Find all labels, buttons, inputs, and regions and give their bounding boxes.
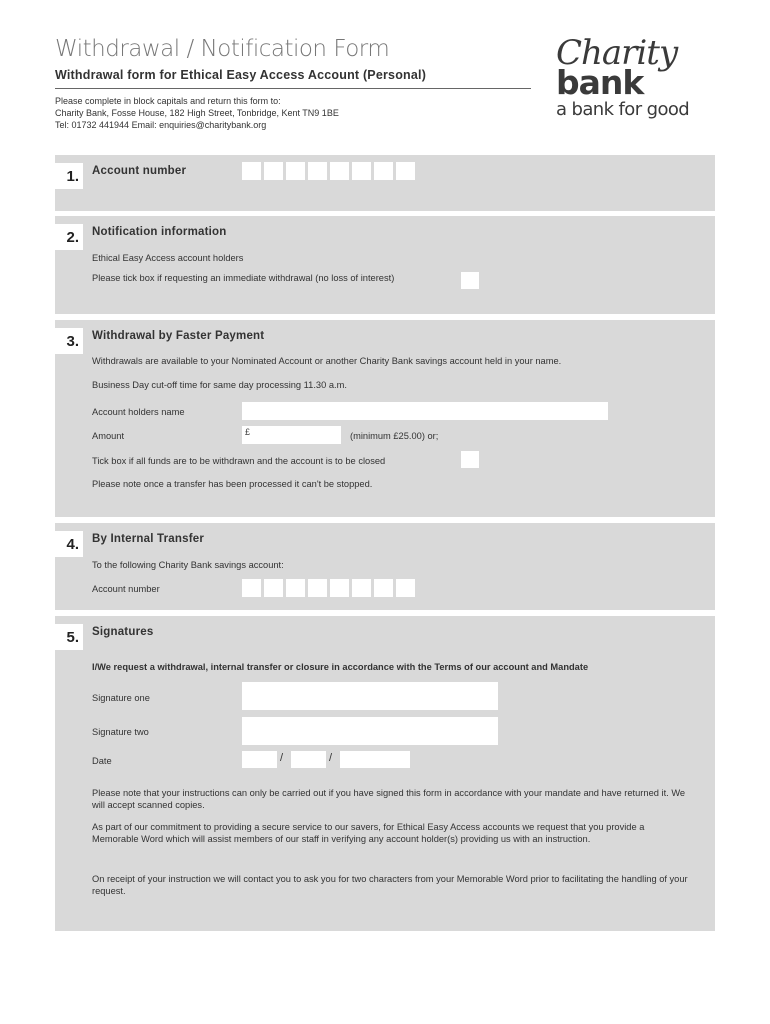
immediate-withdrawal-checkbox[interactable] bbox=[461, 272, 479, 289]
transfer-account-number-label: Account number bbox=[92, 584, 160, 594]
section-title: Signatures bbox=[92, 626, 154, 638]
amount-input[interactable] bbox=[242, 426, 341, 444]
transfer-digit-3[interactable] bbox=[286, 579, 305, 597]
contact-note: On receipt of your instruction we will contact you to ask you for two characters from your Memorable Word prior to facilitating the handling of your request. bbox=[92, 874, 688, 896]
pound-symbol: £ bbox=[245, 427, 251, 437]
transfer-digit-2[interactable] bbox=[264, 579, 283, 597]
following-account-text: To the following Charity Bank savings account: bbox=[92, 560, 284, 570]
signature-one-label: Signature one bbox=[92, 693, 150, 703]
date-month-input[interactable] bbox=[291, 751, 326, 768]
transfer-digit-5[interactable] bbox=[330, 579, 349, 597]
minimum-amount-note: (minimum £25.00) or; bbox=[350, 431, 439, 441]
return-instruction: Please complete in block capitals and return this form to: bbox=[55, 96, 281, 106]
bank-address: Charity Bank, Fosse House, 182 High Street, Tonbridge, Kent TN9 1BE bbox=[55, 108, 339, 118]
account-digit-3[interactable] bbox=[286, 162, 305, 180]
date-label: Date bbox=[92, 756, 112, 766]
section-internal-transfer bbox=[55, 523, 715, 610]
section-number: 5. bbox=[55, 624, 83, 650]
account-digit-8[interactable] bbox=[396, 162, 415, 180]
section-notification bbox=[55, 216, 715, 314]
date-day-input[interactable] bbox=[242, 751, 277, 768]
section-account-number bbox=[55, 155, 715, 211]
withdrawals-available-text: Withdrawals are available to your Nominated Account or another Charity Bank savings account held in your name. bbox=[92, 356, 562, 366]
account-digit-5[interactable] bbox=[330, 162, 349, 180]
section-faster-payment bbox=[55, 320, 715, 517]
section-number: 4. bbox=[55, 531, 83, 557]
holders-name-input[interactable] bbox=[242, 402, 608, 420]
logo-word-bank: bank bbox=[556, 63, 644, 102]
section-title: Notification information bbox=[92, 226, 227, 238]
account-number-boxes bbox=[242, 162, 415, 180]
bank-contact: Tel: 01732 441944 Email: enquiries@charitybank.org bbox=[55, 120, 267, 130]
memorable-word-note: As part of our commitment to providing a secure service to our savers, for Ethical Easy Access accounts we request that you provide a Memorable Word which will assist members of our staff in verifying any account holder(s) providing us with an instruction. bbox=[92, 822, 645, 844]
signature-one-field[interactable] bbox=[242, 682, 498, 710]
immediate-withdrawal-label: Please tick box if requesting an immediate withdrawal (no loss of interest) bbox=[92, 273, 395, 283]
form-title: Withdrawal / Notification Form bbox=[55, 36, 390, 62]
logo-word-charity: Charity bbox=[556, 33, 678, 73]
cutoff-time-text: Business Day cut-off time for same day processing 11.30 a.m. bbox=[92, 380, 347, 390]
transfer-digit-1[interactable] bbox=[242, 579, 261, 597]
header-divider bbox=[55, 88, 531, 89]
holders-name-label: Account holders name bbox=[92, 407, 185, 417]
account-digit-7[interactable] bbox=[374, 162, 393, 180]
holders-label: Ethical Easy Access account holders bbox=[92, 253, 244, 263]
section-signatures bbox=[55, 616, 715, 931]
account-digit-4[interactable] bbox=[308, 162, 327, 180]
section-number: 2. bbox=[55, 224, 83, 250]
transfer-digit-4[interactable] bbox=[308, 579, 327, 597]
section-number: 1. bbox=[55, 163, 83, 189]
account-digit-6[interactable] bbox=[352, 162, 371, 180]
signature-two-field[interactable] bbox=[242, 717, 498, 745]
request-statement: I/We request a withdrawal, internal transfer or closure in accordance with the Terms of our account and Mandate bbox=[92, 662, 589, 672]
all-funds-label: Tick box if all funds are to be withdrawn and the account is to be closed bbox=[92, 456, 386, 466]
transfer-note: Please note once a transfer has been processed it can't be stopped. bbox=[92, 479, 373, 489]
section-title: Account number bbox=[92, 165, 187, 177]
section-number: 3. bbox=[55, 328, 83, 354]
account-digit-1[interactable] bbox=[242, 162, 261, 180]
all-funds-checkbox[interactable] bbox=[461, 451, 479, 468]
transfer-account-number-boxes bbox=[242, 579, 415, 597]
transfer-digit-7[interactable] bbox=[374, 579, 393, 597]
date-year-input[interactable] bbox=[340, 751, 410, 768]
account-digit-2[interactable] bbox=[264, 162, 283, 180]
signature-two-label: Signature two bbox=[92, 727, 149, 737]
section-title: Withdrawal by Faster Payment bbox=[92, 330, 265, 342]
transfer-digit-6[interactable] bbox=[352, 579, 371, 597]
transfer-digit-8[interactable] bbox=[396, 579, 415, 597]
logo-tagline: a bank for good bbox=[556, 99, 690, 120]
charity-bank-logo bbox=[556, 33, 716, 122]
amount-label: Amount bbox=[92, 431, 125, 441]
section-title: By Internal Transfer bbox=[92, 533, 205, 545]
date-separator: / bbox=[280, 752, 284, 764]
date-separator: / bbox=[329, 752, 333, 764]
signature-note: Please note that your instructions can only be carried out if you have signed this form in accordance with your mandate and have returned it. We will accept scanned copies. bbox=[92, 788, 686, 810]
form-subtitle: Withdrawal form for Ethical Easy Access Account (Personal) bbox=[55, 68, 427, 82]
